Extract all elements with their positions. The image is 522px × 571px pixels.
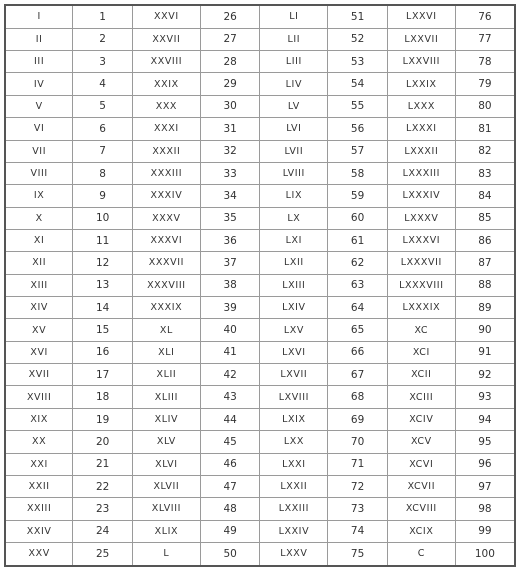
arabic-number-cell: 12: [73, 252, 133, 274]
arabic-number-cell: 88: [455, 274, 515, 296]
roman-numeral-cell: XVI: [5, 341, 73, 363]
arabic-number-cell: 74: [328, 520, 388, 542]
roman-numeral-cell: VIII: [5, 162, 73, 184]
roman-numeral-cell: XCVII: [387, 475, 455, 497]
arabic-number-cell: 29: [200, 73, 260, 95]
arabic-number-cell: 89: [455, 297, 515, 319]
arabic-number-cell: 21: [73, 453, 133, 475]
roman-numeral-cell: XCIV: [387, 408, 455, 430]
roman-numeral-cell: XXII: [5, 475, 73, 497]
arabic-number-cell: 71: [328, 453, 388, 475]
roman-numeral-cell: LVIII: [260, 162, 328, 184]
roman-numeral-cell: LXI: [260, 229, 328, 251]
roman-numeral-cell: LXXXIX: [387, 297, 455, 319]
table-row: [5, 252, 515, 274]
roman-numeral-cell: LXV: [260, 319, 328, 341]
roman-numeral-cell: LXIII: [260, 274, 328, 296]
roman-numeral-cell: XLVI: [132, 453, 200, 475]
roman-numeral-cell: XXIV: [5, 520, 73, 542]
table-row: [5, 520, 515, 542]
roman-numeral-cell: LXVI: [260, 341, 328, 363]
arabic-number-cell: 23: [73, 498, 133, 520]
roman-numeral-cell: XLVII: [132, 475, 200, 497]
arabic-number-cell: 97: [455, 475, 515, 497]
roman-numeral-cell: V: [5, 95, 73, 117]
arabic-number-cell: 20: [73, 431, 133, 453]
table-row: [5, 498, 515, 520]
table-row: [5, 5, 515, 28]
arabic-number-cell: 93: [455, 386, 515, 408]
arabic-number-cell: 83: [455, 162, 515, 184]
arabic-number-cell: 4: [73, 73, 133, 95]
table-row: [5, 118, 515, 140]
table-row: [5, 386, 515, 408]
roman-numeral-cell: XLVIII: [132, 498, 200, 520]
roman-numeral-cell: LVI: [260, 118, 328, 140]
arabic-number-cell: 77: [455, 28, 515, 50]
arabic-number-cell: 67: [328, 364, 388, 386]
roman-numeral-cell: LXVIII: [260, 386, 328, 408]
roman-numeral-cell: XIII: [5, 274, 73, 296]
roman-numeral-cell: LII: [260, 28, 328, 50]
roman-numeral-cell: XXI: [5, 453, 73, 475]
arabic-number-cell: 15: [73, 319, 133, 341]
roman-numeral-cell: LIX: [260, 185, 328, 207]
roman-numeral-cell: XXIII: [5, 498, 73, 520]
roman-numeral-cell: X: [5, 207, 73, 229]
arabic-number-cell: 10: [73, 207, 133, 229]
roman-numeral-cell: XCV: [387, 431, 455, 453]
roman-numeral-cell: XCIII: [387, 386, 455, 408]
arabic-number-cell: 33: [200, 162, 260, 184]
arabic-number-cell: 72: [328, 475, 388, 497]
arabic-number-cell: 37: [200, 252, 260, 274]
arabic-number-cell: 99: [455, 520, 515, 542]
table-row: [5, 140, 515, 162]
roman-numeral-cell: XXXV: [132, 207, 200, 229]
arabic-number-cell: 100: [455, 542, 515, 566]
roman-numeral-cell: XVIII: [5, 386, 73, 408]
roman-numeral-cell: XXXIV: [132, 185, 200, 207]
arabic-number-cell: 65: [328, 319, 388, 341]
table-row: [5, 475, 515, 497]
roman-numeral-cell: LIV: [260, 73, 328, 95]
arabic-number-cell: 56: [328, 118, 388, 140]
arabic-number-cell: 86: [455, 229, 515, 251]
roman-numeral-cell: LV: [260, 95, 328, 117]
arabic-number-cell: 98: [455, 498, 515, 520]
arabic-number-cell: 60: [328, 207, 388, 229]
roman-numeral-cell: LXXXVIII: [387, 274, 455, 296]
table-body: [5, 5, 515, 566]
arabic-number-cell: 35: [200, 207, 260, 229]
roman-numeral-cell: LXIV: [260, 297, 328, 319]
arabic-number-cell: 7: [73, 140, 133, 162]
arabic-number-cell: 51: [328, 5, 388, 28]
arabic-number-cell: 36: [200, 229, 260, 251]
arabic-number-cell: 28: [200, 51, 260, 73]
roman-numeral-cell: LXX: [260, 431, 328, 453]
arabic-number-cell: 14: [73, 297, 133, 319]
roman-numeral-cell: XXXVII: [132, 252, 200, 274]
roman-numeral-cell: LVII: [260, 140, 328, 162]
roman-numeral-cell: XLI: [132, 341, 200, 363]
roman-numeral-cell: XXVII: [132, 28, 200, 50]
roman-numeral-cell: LXXIII: [260, 498, 328, 520]
arabic-number-cell: 41: [200, 341, 260, 363]
roman-numeral-cell: LXXVIII: [387, 51, 455, 73]
roman-numeral-cell: XI: [5, 229, 73, 251]
roman-numeral-cell: XXVI: [132, 5, 200, 28]
arabic-number-cell: 11: [73, 229, 133, 251]
arabic-number-cell: 58: [328, 162, 388, 184]
roman-numeral-cell: XVII: [5, 364, 73, 386]
arabic-number-cell: 18: [73, 386, 133, 408]
roman-numeral-cell: L: [132, 542, 200, 566]
arabic-number-cell: 42: [200, 364, 260, 386]
roman-numeral-table: [4, 4, 516, 567]
roman-numeral-cell: LIII: [260, 51, 328, 73]
table-row: [5, 207, 515, 229]
roman-numeral-cell: LXXXV: [387, 207, 455, 229]
roman-numeral-cell: LXIX: [260, 408, 328, 430]
roman-numeral-cell: XXXI: [132, 118, 200, 140]
arabic-number-cell: 2: [73, 28, 133, 50]
arabic-number-cell: 47: [200, 475, 260, 497]
roman-numeral-cell: LXXI: [260, 453, 328, 475]
arabic-number-cell: 66: [328, 341, 388, 363]
arabic-number-cell: 82: [455, 140, 515, 162]
roman-numeral-cell: LX: [260, 207, 328, 229]
table-row: [5, 28, 515, 50]
roman-numeral-cell: LXXV: [260, 542, 328, 566]
arabic-number-cell: 19: [73, 408, 133, 430]
table-row: [5, 229, 515, 251]
roman-numeral-cell: IV: [5, 73, 73, 95]
table-row: [5, 453, 515, 475]
roman-numeral-cell: VII: [5, 140, 73, 162]
arabic-number-cell: 31: [200, 118, 260, 140]
arabic-number-cell: 50: [200, 542, 260, 566]
roman-numeral-cell: XIV: [5, 297, 73, 319]
arabic-number-cell: 63: [328, 274, 388, 296]
roman-numeral-cell: XC: [387, 319, 455, 341]
roman-numeral-cell: XXIX: [132, 73, 200, 95]
roman-numeral-cell: XII: [5, 252, 73, 274]
roman-numeral-cell: XCIX: [387, 520, 455, 542]
arabic-number-cell: 92: [455, 364, 515, 386]
arabic-number-cell: 32: [200, 140, 260, 162]
roman-numeral-cell: XX: [5, 431, 73, 453]
arabic-number-cell: 79: [455, 73, 515, 95]
roman-numeral-cell: IX: [5, 185, 73, 207]
arabic-number-cell: 81: [455, 118, 515, 140]
table-row: [5, 185, 515, 207]
arabic-number-cell: 80: [455, 95, 515, 117]
arabic-number-cell: 30: [200, 95, 260, 117]
roman-numeral-cell: VI: [5, 118, 73, 140]
roman-numeral-cell: XLIV: [132, 408, 200, 430]
roman-numeral-cell: LXXXII: [387, 140, 455, 162]
arabic-number-cell: 38: [200, 274, 260, 296]
arabic-number-cell: 84: [455, 185, 515, 207]
arabic-number-cell: 44: [200, 408, 260, 430]
arabic-number-cell: 53: [328, 51, 388, 73]
arabic-number-cell: 61: [328, 229, 388, 251]
arabic-number-cell: 54: [328, 73, 388, 95]
table-row: [5, 341, 515, 363]
table-row: [5, 274, 515, 296]
roman-numeral-cell: LXXIV: [260, 520, 328, 542]
roman-numeral-cell: III: [5, 51, 73, 73]
arabic-number-cell: 8: [73, 162, 133, 184]
arabic-number-cell: 22: [73, 475, 133, 497]
arabic-number-cell: 43: [200, 386, 260, 408]
arabic-number-cell: 27: [200, 28, 260, 50]
roman-numeral-cell: C: [387, 542, 455, 566]
roman-numeral-cell: XXXVI: [132, 229, 200, 251]
roman-numeral-cell: XXXIX: [132, 297, 200, 319]
roman-numeral-cell: XXXIII: [132, 162, 200, 184]
roman-numeral-cell: XCI: [387, 341, 455, 363]
roman-numeral-cell: LXXXIII: [387, 162, 455, 184]
arabic-number-cell: 87: [455, 252, 515, 274]
table-row: [5, 297, 515, 319]
arabic-number-cell: 64: [328, 297, 388, 319]
arabic-number-cell: 5: [73, 95, 133, 117]
roman-numeral-cell: XXXII: [132, 140, 200, 162]
roman-numeral-cell: LXXXI: [387, 118, 455, 140]
arabic-number-cell: 6: [73, 118, 133, 140]
arabic-number-cell: 70: [328, 431, 388, 453]
arabic-number-cell: 34: [200, 185, 260, 207]
roman-numeral-cell: XCVIII: [387, 498, 455, 520]
arabic-number-cell: 26: [200, 5, 260, 28]
roman-numeral-cell: LXXXIV: [387, 185, 455, 207]
roman-numeral-cell: XL: [132, 319, 200, 341]
table-row: [5, 408, 515, 430]
arabic-number-cell: 95: [455, 431, 515, 453]
roman-numeral-cell: LXXVI: [387, 5, 455, 28]
arabic-number-cell: 91: [455, 341, 515, 363]
arabic-number-cell: 94: [455, 408, 515, 430]
arabic-number-cell: 39: [200, 297, 260, 319]
roman-numeral-cell: XXXVIII: [132, 274, 200, 296]
arabic-number-cell: 55: [328, 95, 388, 117]
arabic-number-cell: 96: [455, 453, 515, 475]
roman-numeral-cell: LXXII: [260, 475, 328, 497]
roman-numeral-cell: XLIII: [132, 386, 200, 408]
arabic-number-cell: 9: [73, 185, 133, 207]
table-row: [5, 364, 515, 386]
table-row: [5, 73, 515, 95]
arabic-number-cell: 1: [73, 5, 133, 28]
table-row: [5, 95, 515, 117]
arabic-number-cell: 16: [73, 341, 133, 363]
arabic-number-cell: 45: [200, 431, 260, 453]
arabic-number-cell: 59: [328, 185, 388, 207]
arabic-number-cell: 78: [455, 51, 515, 73]
arabic-number-cell: 52: [328, 28, 388, 50]
roman-numeral-cell: LI: [260, 5, 328, 28]
roman-numeral-cell: LXXXVII: [387, 252, 455, 274]
roman-numeral-cell: XLIX: [132, 520, 200, 542]
arabic-number-cell: 17: [73, 364, 133, 386]
arabic-number-cell: 75: [328, 542, 388, 566]
roman-numeral-cell: XXV: [5, 542, 73, 566]
arabic-number-cell: 62: [328, 252, 388, 274]
roman-numeral-cell: XXVIII: [132, 51, 200, 73]
arabic-number-cell: 49: [200, 520, 260, 542]
roman-numeral-cell: XXX: [132, 95, 200, 117]
roman-numeral-cell: LXXVII: [387, 28, 455, 50]
table-row: [5, 431, 515, 453]
arabic-number-cell: 40: [200, 319, 260, 341]
arabic-number-cell: 68: [328, 386, 388, 408]
roman-numeral-cell: LXII: [260, 252, 328, 274]
arabic-number-cell: 3: [73, 51, 133, 73]
roman-numeral-cell: XCII: [387, 364, 455, 386]
arabic-number-cell: 48: [200, 498, 260, 520]
roman-numeral-cell: XIX: [5, 408, 73, 430]
table-row: [5, 51, 515, 73]
arabic-number-cell: 85: [455, 207, 515, 229]
table-row: [5, 542, 515, 566]
arabic-number-cell: 69: [328, 408, 388, 430]
roman-numeral-cell: LXVII: [260, 364, 328, 386]
arabic-number-cell: 76: [455, 5, 515, 28]
roman-numeral-cell: II: [5, 28, 73, 50]
arabic-number-cell: 13: [73, 274, 133, 296]
arabic-number-cell: 57: [328, 140, 388, 162]
roman-numeral-cell: LXXX: [387, 95, 455, 117]
table-row: [5, 319, 515, 341]
arabic-number-cell: 73: [328, 498, 388, 520]
roman-numeral-cell: LXXIX: [387, 73, 455, 95]
roman-numeral-cell: XLII: [132, 364, 200, 386]
roman-numeral-cell: LXXXVI: [387, 229, 455, 251]
roman-numeral-cell: XV: [5, 319, 73, 341]
arabic-number-cell: 24: [73, 520, 133, 542]
arabic-number-cell: 25: [73, 542, 133, 566]
roman-numeral-cell: XCVI: [387, 453, 455, 475]
arabic-number-cell: 90: [455, 319, 515, 341]
arabic-number-cell: 46: [200, 453, 260, 475]
table-row: [5, 162, 515, 184]
roman-numeral-cell: XLV: [132, 431, 200, 453]
roman-numeral-cell: I: [5, 5, 73, 28]
